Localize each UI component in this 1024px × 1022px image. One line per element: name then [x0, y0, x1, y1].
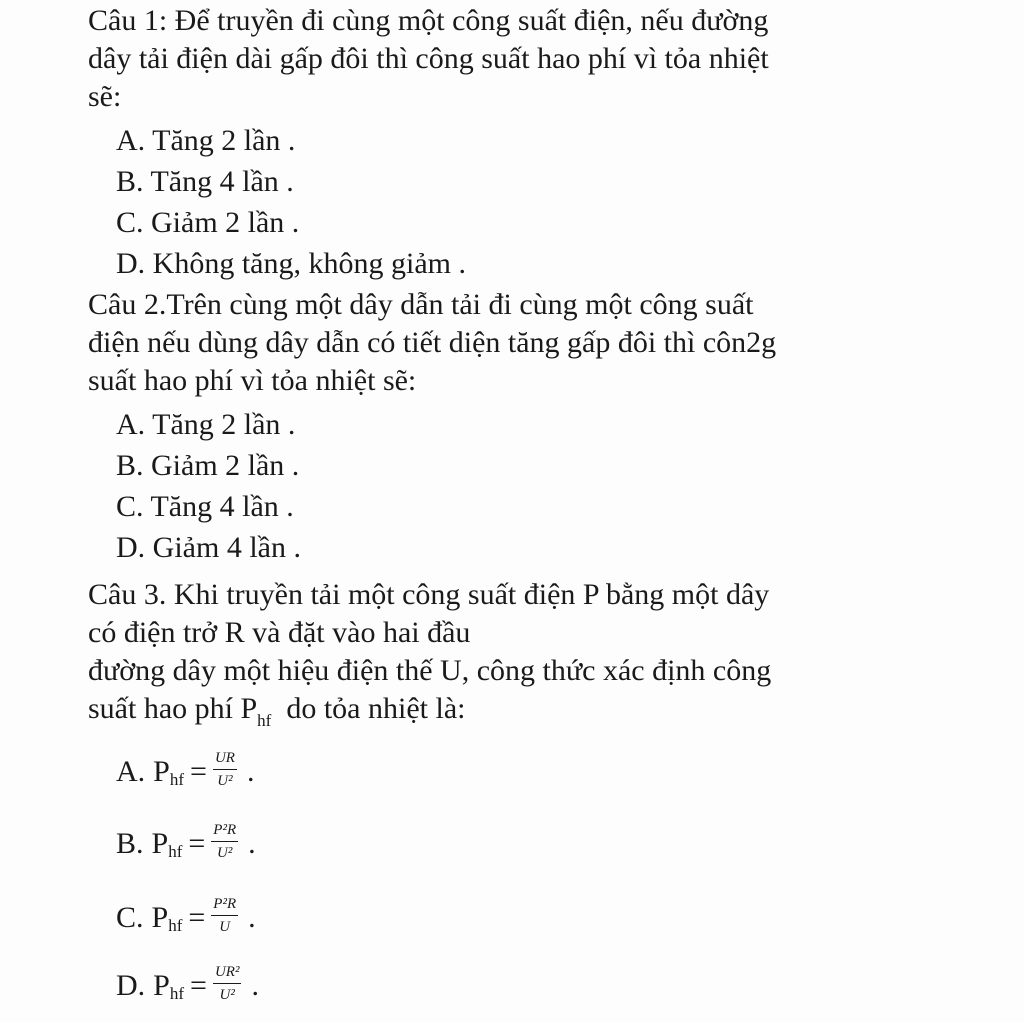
option-a-period: . — [246, 755, 255, 788]
question-1-option-a: A. Tăng 2 lần . — [116, 124, 296, 157]
question-3-line-2: có điện trở R và đặt vào hai đầu — [88, 616, 471, 649]
option-c-lhs: P — [151, 901, 169, 934]
question-3-option-a — [116, 742, 254, 802]
question-3-line-4-subscript: hf — [257, 711, 272, 730]
option-a-numerator: UR — [213, 749, 237, 770]
question-3-line-4-suffix: do tỏa nhiệt là: — [271, 692, 466, 725]
question-3-option-d — [116, 956, 259, 1016]
option-d-fraction — [213, 963, 242, 1004]
question-1-line-3: sẽ: — [88, 80, 122, 113]
question-1-line-1: Câu 1: Để truyền đi cùng một công suất điện, nếu đường — [88, 4, 769, 37]
option-c-numerator: P²R — [211, 895, 238, 916]
question-1-option-d: D. Không tăng, không giảm . — [116, 247, 466, 280]
option-c-fraction — [211, 895, 238, 936]
question-2-option-d: D. Giảm 4 lần . — [116, 531, 301, 564]
question-1-option-b: B. Tăng 4 lần . — [116, 165, 294, 198]
option-c-period: . — [248, 901, 256, 934]
option-b-numerator: P²R — [211, 821, 238, 842]
question-1-option-c: C. Giảm 2 lần . — [116, 206, 300, 239]
option-b-denominator: U² — [217, 844, 233, 861]
option-b-fraction — [211, 821, 238, 862]
option-b-lhs: P — [151, 827, 169, 860]
option-d-numerator: UR² — [213, 963, 242, 984]
question-2-line-1: Câu 2.Trên cùng một dây dẫn tải đi cùng một công suất — [88, 288, 754, 321]
option-d-period: . — [251, 969, 259, 1002]
question-2-option-a: A. Tăng 2 lần . — [116, 408, 296, 441]
option-d-letter: D. — [116, 969, 146, 1002]
question-3 — [88, 576, 948, 728]
option-c-letter: C. — [116, 901, 144, 934]
option-b-period: . — [248, 827, 256, 860]
option-d-subscript: hf — [169, 984, 185, 1003]
question-3-option-c — [116, 888, 256, 948]
option-c-subscript: hf — [168, 916, 183, 935]
question-2-line-2: điện nếu dùng dây dẫn có tiết diện tăng gấp đôi thì côn2g — [88, 326, 777, 359]
question-2-option-c: C. Tăng 4 lần . — [116, 490, 294, 523]
option-a-denominator: U² — [217, 772, 233, 789]
option-a-subscript: hf — [169, 770, 185, 789]
option-c-equals: = — [188, 901, 206, 934]
option-b-letter: B. — [116, 827, 144, 860]
option-d-denominator: U² — [219, 986, 235, 1003]
question-2-line-3: suất hao phí vì tỏa nhiệt sẽ: — [88, 364, 417, 397]
question-2 — [88, 286, 948, 568]
question-3-line-4 — [88, 690, 948, 728]
question-3-line-1: Câu 3. Khi truyền tải một công suất điện P bằng một dây — [88, 578, 770, 611]
question-3-line-4-prefix: suất hao phí P — [88, 692, 258, 725]
option-a-equals: = — [190, 755, 207, 788]
question-2-option-b: B. Giảm 2 lần . — [116, 449, 300, 482]
question-1-line-2: dây tải điện dài gấp đôi thì công suất hao phí vì tỏa nhiệt — [88, 42, 769, 75]
question-3-option-b — [116, 814, 256, 874]
option-b-equals: = — [188, 827, 206, 860]
question-1-options — [116, 120, 948, 284]
option-b-subscript: hf — [168, 842, 183, 861]
option-d-equals: = — [190, 969, 207, 1002]
option-d-lhs: P — [153, 969, 170, 1002]
question-3-line-3: đường dây một hiệu điện thế U, công thức xác định công — [88, 654, 772, 687]
option-a-fraction — [213, 749, 237, 790]
question-1 — [88, 2, 948, 284]
question-2-options — [116, 404, 948, 568]
option-a-letter: A. — [116, 755, 146, 788]
option-a-lhs: P — [153, 755, 170, 788]
option-c-denominator: U — [219, 918, 231, 935]
